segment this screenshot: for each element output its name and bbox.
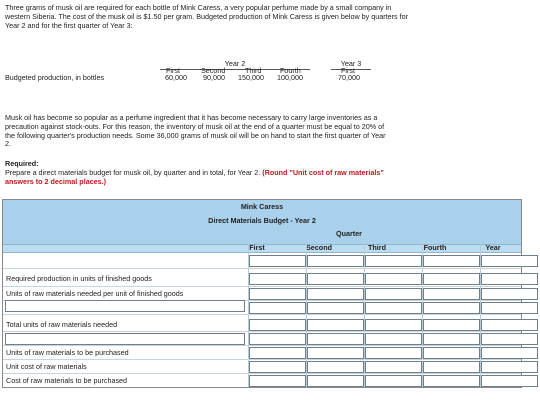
answer-cell[interactable]	[481, 319, 538, 331]
column-header-fourth: Fourth	[423, 243, 447, 252]
answer-cell[interactable]	[423, 255, 480, 267]
answer-cell[interactable]	[307, 302, 364, 314]
answer-cell[interactable]	[423, 361, 480, 373]
direct-materials-budget	[2, 199, 522, 388]
answer-cell[interactable]	[365, 361, 422, 373]
quarter-group-label: Quarter	[336, 229, 362, 238]
answer-cell[interactable]	[481, 302, 538, 314]
production-row-label: Budgeted production, in bottles	[5, 73, 105, 82]
line-item-input[interactable]	[5, 300, 245, 312]
row-label-total-units: Total units of raw materials needed	[6, 320, 118, 329]
inventory-paragraph: Musk oil has become so popular as a perfume ingredient that it has become necessary to carry large inventories as a precaution against stock-outs. For this reason, the inventory of musk oil at the end of a quarter must be equal to 20% of the following quarter's production needs. Some 36,000 grams of musk oil will be on hand to start the first quarter of Year 2.	[5, 113, 386, 149]
answer-cell[interactable]	[365, 347, 422, 359]
row-label-unit-cost: Unit cost of raw materials	[6, 362, 87, 371]
answer-cell[interactable]	[365, 302, 422, 314]
answer-cell[interactable]	[249, 319, 306, 331]
table-row	[3, 332, 521, 346]
answer-cell[interactable]	[307, 347, 364, 359]
answer-cell[interactable]	[481, 375, 538, 387]
year3-label: Year 3	[340, 59, 362, 68]
production-value-first: 60,000	[165, 73, 187, 82]
year2-label: Year 2	[224, 59, 246, 68]
line-item-input[interactable]	[5, 333, 245, 345]
answer-cell[interactable]	[249, 302, 306, 314]
column-header-third: Third	[368, 243, 386, 252]
answer-cell[interactable]	[249, 273, 306, 285]
production-value-third: 150,000	[238, 73, 264, 82]
year3-quarter-header: First	[341, 66, 355, 75]
budget-company-name: Mink Caress	[240, 202, 284, 211]
budget-title: Direct Materials Budget - Year 2	[208, 216, 316, 225]
answer-cell[interactable]	[423, 273, 480, 285]
row-label-required-production: Required production in units of finished goods	[6, 274, 152, 283]
quarter-header-second: Second	[201, 66, 226, 75]
answer-cell[interactable]	[249, 288, 306, 300]
answer-cell[interactable]	[423, 302, 480, 314]
answer-cell[interactable]	[307, 273, 364, 285]
problem-intro: Three grams of musk oil are required for each bottle of Mink Caress, a very popular perfume made by a small company in western Siberia. The cost of the musk oil is $1.50 per gram. Budgeted production of Mink Caress is given below by quarters for Year 2 and for the first quarter of Year 3:	[5, 3, 408, 30]
answer-cell[interactable]	[365, 273, 422, 285]
column-header-first: First	[249, 243, 265, 252]
table-row	[3, 374, 521, 388]
answer-cell[interactable]	[423, 347, 480, 359]
answer-cell[interactable]	[423, 333, 480, 345]
rounding-instruction: (Round "Unit cost of raw materials" answers to 2 decimal places.)	[5, 168, 384, 186]
table-row	[3, 269, 521, 287]
table-row	[3, 346, 521, 360]
year3-production-value: 70,000	[338, 73, 360, 82]
answer-cell[interactable]	[423, 288, 480, 300]
column-header-second: Second	[306, 243, 332, 252]
answer-cell[interactable]	[423, 319, 480, 331]
answer-cell[interactable]	[481, 361, 538, 373]
table-row	[3, 360, 521, 374]
answer-cell[interactable]	[249, 255, 306, 267]
answer-cell[interactable]	[249, 333, 306, 345]
answer-cell[interactable]	[249, 347, 306, 359]
production-value-fourth: 100,000	[277, 73, 303, 82]
required-text: Prepare a direct materials budget for musk oil, by quarter and in total, for Year 2.	[5, 168, 261, 177]
answer-cell[interactable]	[307, 361, 364, 373]
answer-cell[interactable]	[307, 319, 364, 331]
answer-cell[interactable]	[365, 375, 422, 387]
production-table	[0, 60, 540, 88]
column-header-year: Year	[485, 243, 501, 252]
answer-cell[interactable]	[423, 375, 480, 387]
row-label-units-to-purchase: Units of raw materials to be purchased	[6, 348, 129, 357]
quarter-header-third: Third	[245, 66, 262, 75]
answer-cell[interactable]	[365, 255, 422, 267]
quarter-header-first: First	[166, 66, 180, 75]
answer-cell[interactable]	[365, 319, 422, 331]
quarter-header-fourth: Fourth	[280, 66, 301, 75]
answer-cell[interactable]	[481, 255, 538, 267]
answer-cell[interactable]	[249, 375, 306, 387]
answer-cell[interactable]	[481, 273, 538, 285]
answer-cell[interactable]	[365, 333, 422, 345]
row-label-units-per-unit: Units of raw materials needed per unit of finished goods	[6, 289, 184, 298]
answer-cell[interactable]	[481, 347, 538, 359]
table-row	[3, 318, 521, 332]
required-instructions	[5, 169, 395, 187]
answer-cell[interactable]	[365, 288, 422, 300]
answer-cell[interactable]	[481, 333, 538, 345]
answer-cell[interactable]	[307, 255, 364, 267]
table-row	[3, 287, 521, 301]
answer-cell[interactable]	[481, 288, 538, 300]
answer-cell[interactable]	[307, 288, 364, 300]
required-heading: Required:	[5, 159, 39, 168]
answer-cell[interactable]	[307, 333, 364, 345]
row-label-cost-to-purchase: Cost of raw materials to be purchased	[6, 376, 128, 385]
answer-cell[interactable]	[249, 361, 306, 373]
answer-cell[interactable]	[307, 375, 364, 387]
production-value-second: 90,000	[203, 73, 225, 82]
table-row	[3, 253, 521, 269]
